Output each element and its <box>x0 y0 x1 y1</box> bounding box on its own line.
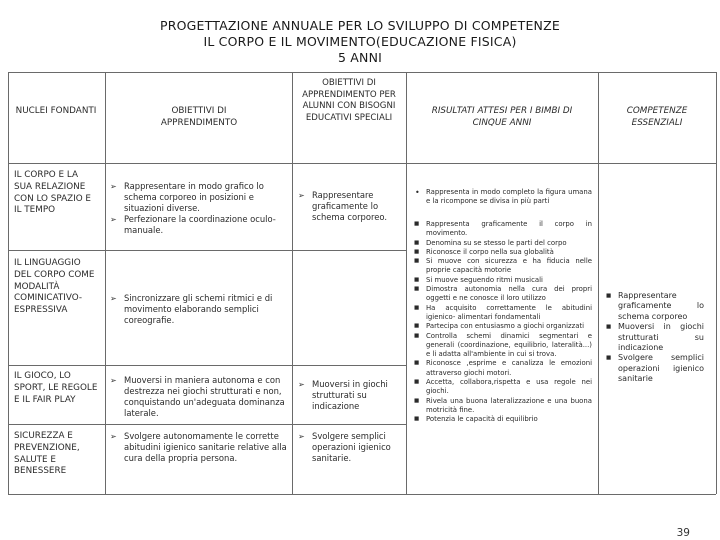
row-separator-1 <box>8 250 406 251</box>
col-border-4 <box>598 72 599 494</box>
header-separator <box>8 163 716 164</box>
table-border-bottom <box>8 494 716 495</box>
risultato-item: ■ Si muove con sicurezza e ha fiducia nelle proprie capacità motorie <box>412 257 592 276</box>
title-line-1: PROGETTAZIONE ANNUALE PER LO SVILUPPO DI COMPETENZE <box>160 18 560 33</box>
obiettivo-item: ➢ Rappresentare in modo grafico lo schema corporeo in posizioni e situazioni diverse. <box>110 181 290 214</box>
risultato-item: ■ Controlla schemi dinamici segmentari e generali (coordinazione, equilibrio, lateralità...) e li adatta all'ambiente in cui si trova. <box>412 332 592 360</box>
nucleo-sicurezza: SICUREZZA E PREVENZIONE, SALUTE E BENESSERE <box>14 431 80 477</box>
title-line-2: IL CORPO E IL MOVIMENTO(EDUCAZIONE FISICA) <box>203 34 517 49</box>
speciale-item: ➢ Svolgere semplici operazioni igienico sanitarie. <box>298 431 402 464</box>
risultato-item: ■ Dimostra autonomia nella cura dei propri oggetti e ne conosce il loro utilizzo <box>412 285 592 304</box>
obiettivi-row-2 <box>110 293 288 326</box>
obiettivo-item: ➢ Sincronizzare gli schemi ritmici e di movimento elaborando semplici coreografie. <box>110 293 288 326</box>
risultato-item: ■ Riconosce ,esprime e canalizza le emozioni attraverso giochi motori. <box>412 359 592 378</box>
speciali-row-3 <box>298 379 402 412</box>
nucleo-gioco-sport: IL GIOCO, LO SPORT, LE REGOLE E IL FAIR PLAY <box>14 371 98 405</box>
header-obiettivi: OBIETTIVI DI APPRENDIMENTO <box>160 106 238 128</box>
competenza-item: ■ Rappresentare graficamente lo schema corporeo <box>604 291 704 322</box>
col-border-2 <box>292 72 293 494</box>
obiettivi-row-4 <box>110 431 290 464</box>
col-border-5 <box>716 72 717 494</box>
table-border-top <box>8 72 716 73</box>
speciali-row-4 <box>298 431 402 464</box>
risultato-item: ■ Rappresenta graficamente il corpo in movimento. <box>412 220 592 239</box>
competenza-item: ■ Svolgere semplici operazioni igienico sanitarie <box>604 353 704 384</box>
obiettivo-item: ➢ Svolgere autonomamente le corrette abitudini igienico sanitarie relative alla cura della propria persona. <box>110 431 290 464</box>
col-border-0 <box>8 72 9 494</box>
speciali-row-1 <box>298 190 402 223</box>
obiettivo-item: ➢ Muoversi in maniera autonoma e con destrezza nei giochi strutturati e non, conquistando un'adeguata dominanza laterale. <box>110 375 290 419</box>
obiettivi-row-3 <box>110 375 290 419</box>
nucleo-linguaggio-corpo: IL LINGUAGGIO DEL CORPO COME MODALITÀ COMINICATIVO-ESPRESSIVA <box>14 258 95 316</box>
risultato-item: ■ Partecipa con entusiasmo a giochi organizzati <box>412 322 592 331</box>
speciale-item: ➢ Muoversi in giochi strutturati su indicazione <box>298 379 402 412</box>
title-line-3: 5 ANNI <box>337 50 383 65</box>
header-competenze: COMPETENZE ESSENZIALI <box>626 106 688 128</box>
obiettivo-item: ➢ Perfezionare la coordinazione oculo-manuale. <box>110 214 290 236</box>
risultato-item: • Rappresenta in modo completo la figura umana e la ricompone se divisa in più parti <box>412 188 592 207</box>
col-border-3 <box>406 72 407 494</box>
nucleo-corpo-spazio: IL CORPO E LA SUA RELAZIONE CON LO SPAZIO E IL TEMPO <box>14 170 91 216</box>
risultato-item: ■ Accetta, collabora,rispetta e usa regole nei giochi. <box>412 378 592 397</box>
risultato-item: ■ Rivela una buona lateralizzazione e una buona motricità fine. <box>412 397 592 416</box>
header-risultati: RISULTATI ATTESI PER I BIMBI DI CINQUE ANNI <box>431 106 573 128</box>
risultato-item: ■ Si muove seguendo ritmi musicali <box>412 276 592 285</box>
speciale-item: ➢ Rappresentare graficamente lo schema corporeo. <box>298 190 402 223</box>
header-nuclei: NUCLEI FONDANTI <box>15 106 97 116</box>
page-number: 39 <box>676 527 690 539</box>
header-speciali: OBIETTIVI DI APPRENDIMENTO PER ALUNNI CON BISOGNI EDUCATIVI SPECIALI <box>302 78 396 124</box>
risultati-first-list <box>412 188 592 207</box>
competenza-item: ■ Muoversi in giochi strutturati su indicazione <box>604 322 704 353</box>
competenze-list <box>604 291 704 385</box>
row-separator-3 <box>8 424 406 425</box>
obiettivi-row-1 <box>110 181 290 236</box>
risultato-item: ■ Potenzia le capacità di equilibrio <box>412 415 592 424</box>
row-separator-2 <box>8 365 406 366</box>
risultato-item: ■ Ha acquisito correttamente le abitudini igienico- alimentari fondamentali <box>412 304 592 323</box>
risultato-item: ■ Riconosce il corpo nella sua globalità <box>412 248 592 257</box>
risultato-item: ■ Denomina su se stesso le parti del corpo <box>412 239 592 248</box>
page-title <box>0 18 720 66</box>
col-border-1 <box>105 72 106 494</box>
risultati-list <box>412 220 592 425</box>
